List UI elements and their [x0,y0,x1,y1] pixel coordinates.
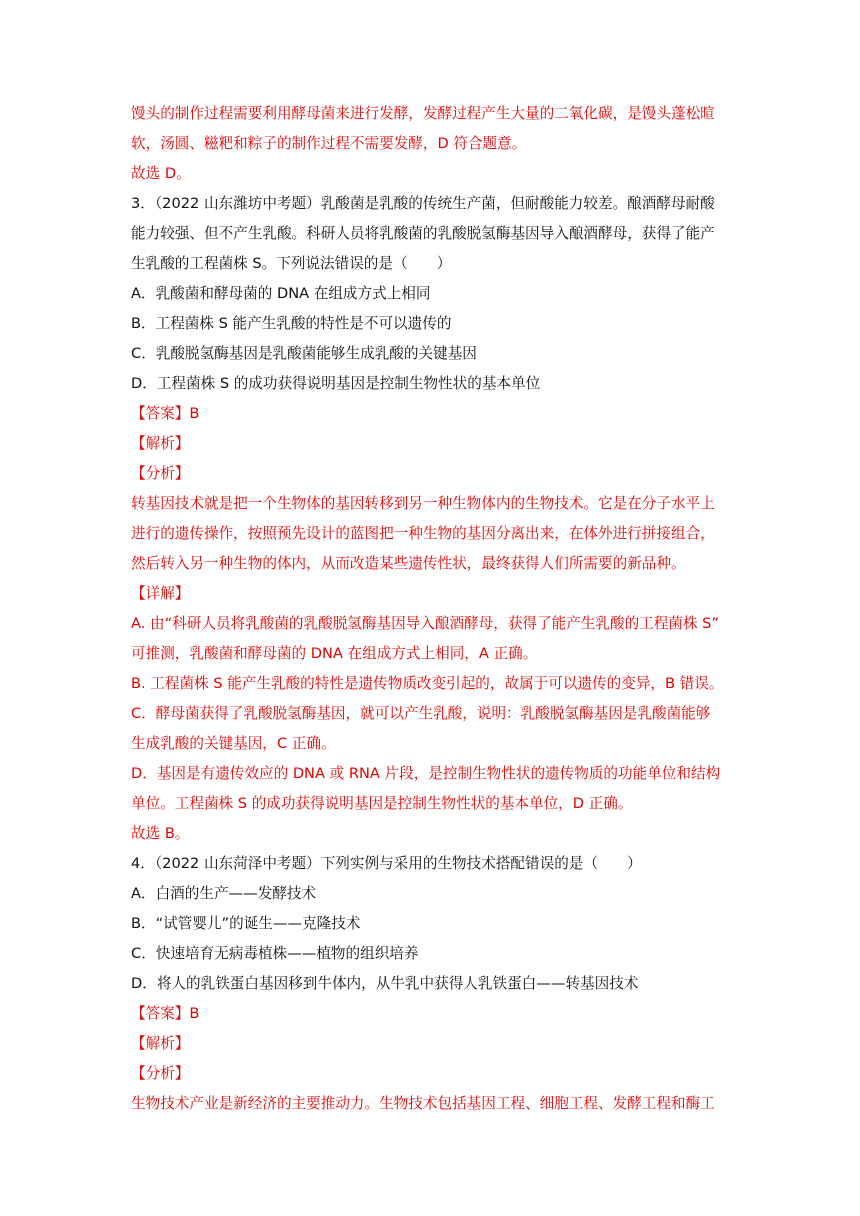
text-line: 故选 D。 [131,165,191,182]
text-line: 转基因技术就是把一个生物体的基因转移到另一种生物体内的生物技术。它是在分子水平上 [131,495,715,512]
option-line: B．工程菌株 S 能产生乳酸的特性是不可以遗传的 [131,315,452,332]
text-line: 生物技术产业是新经济的主要推动力。生物技术包括基因工程、细胞工程、发酵工程和酶工 [131,1095,715,1112]
question-line: 3．（2022 山东潍坊中考题）乳酸菌是乳酸的传统生产菌，但耐酸能力较差。酿酒酵母耐酸 [131,195,715,212]
text-line: B. 工程菌株 S 能产生乳酸的特性是遗传物质改变引起的，故属于可以遗传的变异，B 错误。 [131,675,724,692]
question-line: 能力较强、但不产生乳酸。科研人员将乳酸菌的乳酸脱氢酶基因导入酿酒酵母，获得了能产 [131,225,715,242]
option-line: D．工程菌株 S 的成功获得说明基因是控制生物性状的基本单位 [131,375,541,392]
section-label: 【解析】 [131,435,190,452]
text-line: D．基因是有遗传效应的 DNA 或 RNA 片段，是控制生物性状的遗传物质的功能单位和结构 [131,765,721,782]
text-line: 生成乳酸的关键基因，C 正确。 [131,735,336,752]
text-line: 馒头的制作过程需要利用酵母菌来进行发酵，发酵过程产生大量的二氧化碳，是馒头蓬松暄 [131,105,715,122]
option-line: C．乳酸脱氢酶基因是乳酸菌能够生成乳酸的关键基因 [131,345,477,362]
question-line: 生乳酸的工程菌株 S。下列说法错误的是（ ） [131,255,452,272]
option-line: D．将人的乳铁蛋白基因移到牛体内，从牛乳中获得人乳铁蛋白——转基因技术 [131,975,639,992]
answer-label: 【答案】B [131,1005,200,1022]
text-line: 单位。工程菌株 S 的成功获得说明基因是控制生物性状的基本单位，D 正确。 [131,795,633,812]
text-line: 然后转入另一种生物的体内，从而改造某些遗传性状，最终获得人们所需要的新品种。 [131,555,686,572]
section-label: 【分析】 [131,465,190,482]
option-line: A．乳酸菌和酵母菌的 DNA 在组成方式上相同 [131,285,431,302]
option-line: A．白酒的生产——发酵技术 [131,885,317,902]
section-label: 【解析】 [131,1035,190,1052]
section-label: 【详解】 [131,585,190,602]
text-line: 可推测，乳酸菌和酵母菌的 DNA 在组成方式上相同，A 正确。 [131,645,538,662]
section-label: 【分析】 [131,1065,190,1082]
option-line: C．快速培育无病毒植株——植物的组织培养 [131,945,419,962]
option-line: B．“试管婴儿”的诞生——克隆技术 [131,915,361,932]
answer-label: 【答案】B [131,405,200,422]
question-line: 4．（2022 山东菏泽中考题）下列实例与采用的生物技术搭配错误的是（ ） [131,855,642,872]
text-line: 进行的遗传操作，按照预先设计的蓝图把一种生物的基因分离出来，在体外进行拼接组合， [131,525,715,542]
text-line: C．酵母菌获得了乳酸脱氢酶基因，就可以产生乳酸，说明：乳酸脱氢酶基因是乳酸菌能够 [131,705,711,722]
text-line: 故选 B。 [131,825,190,842]
text-line: 软，汤圆、糍粑和粽子的制作过程不需要发酵，D 符合题意。 [131,135,527,152]
text-line: A. 由“科研人员将乳酸菌的乳酸脱氢酶基因导入酿酒酵母，获得了能产生乳酸的工程菌株 S” [131,615,720,632]
